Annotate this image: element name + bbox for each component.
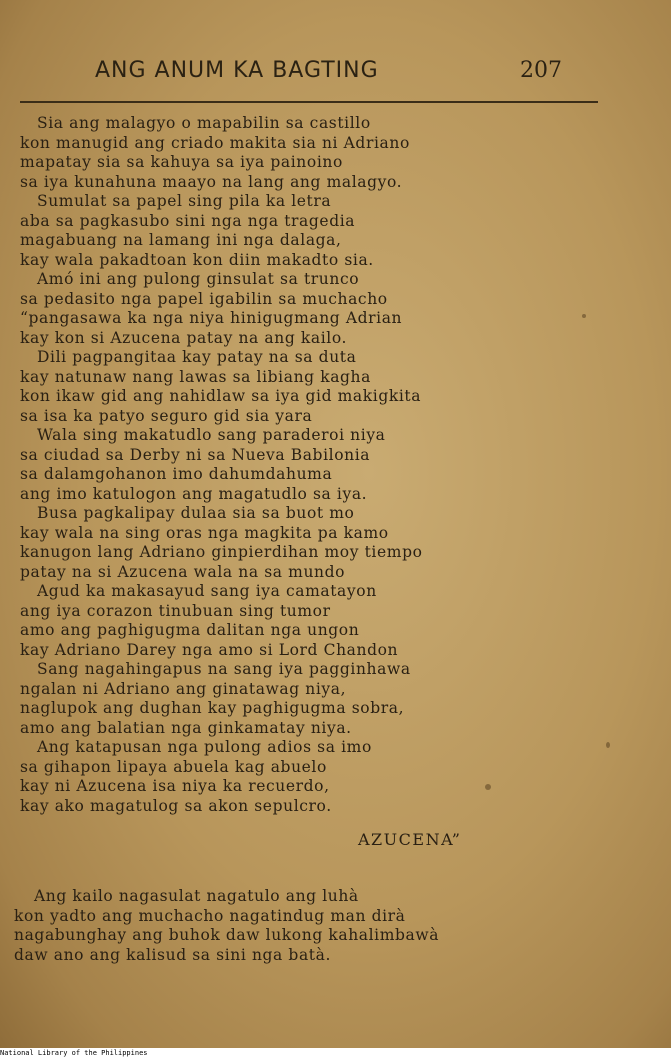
poem-line: Wala sing makatudlo sang paraderoi niya xyxy=(37,426,386,444)
poem-line: patay na si Azucena wala na sa mundo xyxy=(20,562,346,581)
signature: AZUCENA” xyxy=(358,830,462,849)
poem-line: ang iya corazon tinubuan sing tumor xyxy=(20,601,331,620)
poem-line: Ang kailo nagasulat nagatulo ang luhà xyxy=(34,887,359,905)
poem-line: sa pedasito nga papel igabilin sa muchacho xyxy=(20,289,388,308)
poem-line: kon ikaw gid ang nahidlaw sa iya gid makigkita xyxy=(20,387,422,405)
poem-line: Agud ka makasayud sang iya camatayon xyxy=(37,582,377,600)
poem-line: ang imo katulogon ang magatudlo sa iya. xyxy=(20,484,368,503)
poem-line: amo ang balatian nga ginkamatay niya. xyxy=(20,718,352,737)
poem-line: kay natunaw nang lawas sa libiang kagha xyxy=(20,367,371,386)
ink-spot xyxy=(582,314,586,318)
poem-line: sa ciudad sa Derby ni sa Nueva Babilonia xyxy=(20,445,371,464)
poem-line: ngalan ni Adriano ang ginatawag niya, xyxy=(20,679,347,698)
page-number: 207 xyxy=(520,58,562,83)
footer-credit: National Library of the Philippines xyxy=(0,1049,148,1057)
header-rule xyxy=(20,101,598,103)
poem-line: kanugon lang Adriano ginpierdihan moy tiempo xyxy=(20,543,423,561)
ink-spot xyxy=(485,784,491,790)
poem-line: kay Adriano Darey nga amo si Lord Chandon xyxy=(20,640,399,659)
poem-line: sa dalamgohanon imo dahumdahuma xyxy=(20,465,333,483)
page-footer xyxy=(0,1048,671,1058)
poem-line: Busa pagkalipay dulaa sia sa buot mo xyxy=(37,504,355,522)
poem-line: naglupok ang dughan kay paghigugma sobra, xyxy=(20,699,405,717)
poem-line: kay wala na sing oras nga magkita pa kamo xyxy=(20,523,389,542)
poem-line: aba sa pagkasubo sini nga nga tragedia xyxy=(20,211,356,230)
poem-line: nagabunghay ang buhok daw lukong kahalimbawà xyxy=(14,926,440,944)
poem-line: “pangasawa ka nga niya hinigugmang Adrian xyxy=(20,309,403,327)
page-header xyxy=(0,58,671,88)
poem-line: sa iya kunahuna maayo na lang ang malagyo. xyxy=(20,172,403,191)
poem-line: Sia ang malagyo o mapabilin sa castillo xyxy=(37,114,371,132)
poem-line: Sang nagahingapus na sang iya pagginhawa xyxy=(37,660,411,678)
running-title: ANG ANUM KA BAGTING xyxy=(95,58,379,83)
poem-line: Amó ini ang pulong ginsulat sa trunco xyxy=(37,270,360,288)
poem-line: mapatay sia sa kahuya sa iya painoino xyxy=(20,153,343,171)
poem-line: Ang katapusan nga pulong adios sa imo xyxy=(37,738,372,756)
poem-line: sa isa ka patyo seguro gid sia yara xyxy=(20,406,313,425)
poem-line: kay kon si Azucena patay na ang kailo. xyxy=(20,328,348,347)
poem-line: amo ang paghigugma dalitan nga ungon xyxy=(20,621,360,639)
ink-spot xyxy=(606,742,610,748)
poem-line: daw ano ang kalisud sa sini nga batà. xyxy=(14,945,331,964)
poem-line: kay ako magatulog sa akon sepulcro. xyxy=(20,796,332,815)
poem-line: kon manugid ang criado makita sia ni Adriano xyxy=(20,133,410,152)
poem-line: Dili pagpangitaa kay patay na sa duta xyxy=(37,348,357,366)
poem-line: kon yadto ang muchacho nagatindug man dirà xyxy=(14,906,406,925)
poem-line: Sumulat sa papel sing pila ka letra xyxy=(37,192,332,210)
poem-line: magabuang na lamang ini nga dalaga, xyxy=(20,231,342,249)
poem-line: kay wala pakadtoan kon diin makadto sia. xyxy=(20,250,374,269)
poem-line: sa gihapon lipaya abuela kag abuelo xyxy=(20,757,327,776)
poem-line: kay ni Azucena isa niya ka recuerdo, xyxy=(20,777,330,795)
